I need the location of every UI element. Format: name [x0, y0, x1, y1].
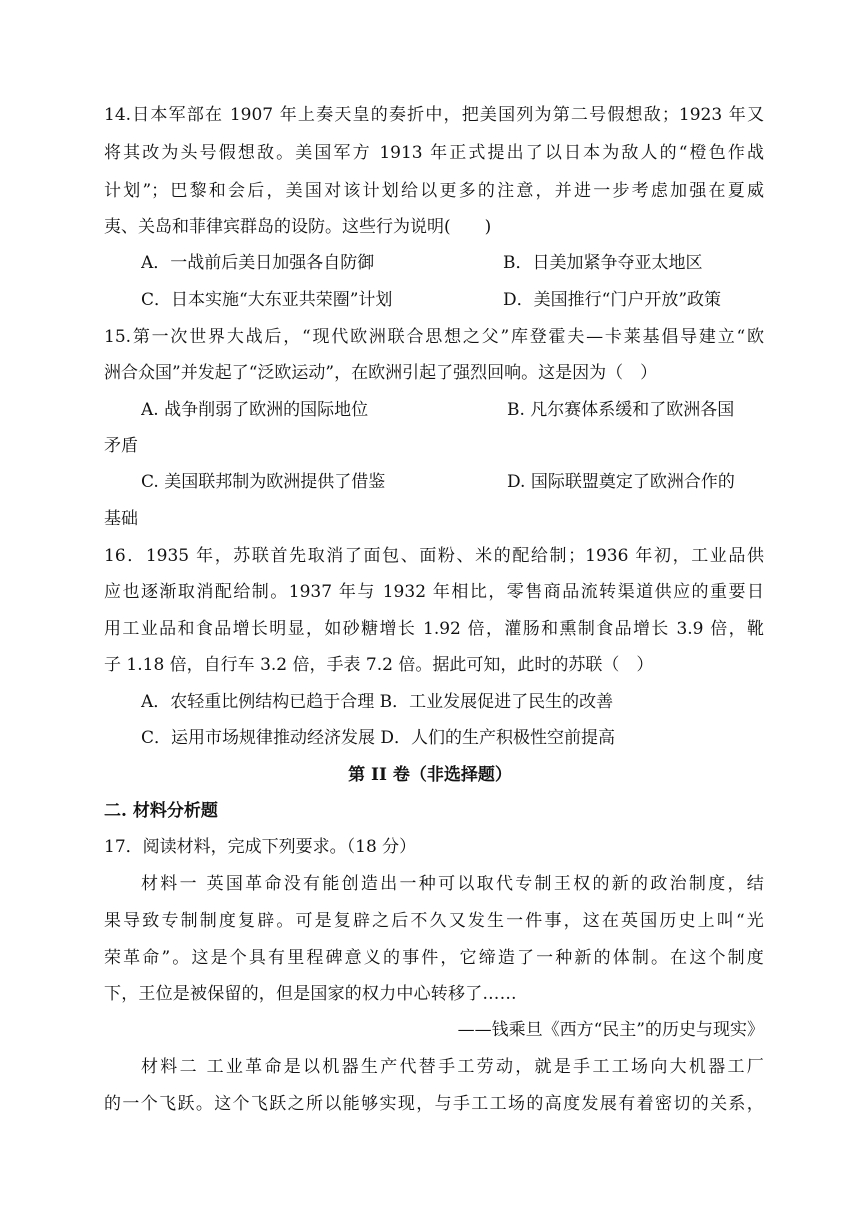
section-title: 第 II 卷（非选择题） [348, 765, 512, 785]
q14-line-4: 夷、关岛和菲律宾群岛的设防。这些行为说明( ) [104, 217, 492, 237]
q17-material1-line-3: 荣革命”。这是个具有里程碑意义的事件，它缔造了一种新的体制。在这个制度 [104, 948, 764, 968]
q15-option-d: D. 国际联盟奠定了欧洲合作的 [507, 472, 735, 492]
q17-stem: 17．阅读材料，完成下列要求。（18 分） [104, 837, 417, 857]
q17-source1: ——钱乘旦《西方“民主”的历史与现实》 [457, 1020, 764, 1040]
q15-line-1: 15.第一次世界大战后，“现代欧洲联合思想之父”库登霍夫—卡莱基倡导建立“欧 [104, 327, 764, 347]
q14-line-2: 将其改为头号假想敌。美国军方 1913 年正式提出了以日本为敌人的“橙色作战 [104, 143, 764, 163]
q16-line-1: 16．1935 年，苏联首先取消了面包、面粉、米的配给制；1936 年初，工业品供 [104, 546, 764, 566]
q15-option-b-cont: 矛盾 [104, 436, 138, 456]
q16-options-cd: C．运用市场规律推动经济发展 D．人们的生产积极性空前提高 [141, 728, 616, 748]
q15-line-2: 洲合众国”并发起了“泛欧运动”，在欧洲引起了强烈回响。这是因为（ ） [104, 363, 658, 383]
q16-line-4: 子 1.18 倍，自行车 3.2 倍，手表 7.2 倍。据此可知，此时的苏联（ ） [104, 655, 654, 675]
q14-option-c: C．日本实施“大东亚共荣圈”计划 [141, 290, 393, 310]
q16-options-ab: A．农轻重比例结构已趋于合理 B．工业发展促进了民生的改善 [141, 692, 614, 712]
section-heading: 二. 材料分析题 [104, 801, 218, 821]
q14-option-b: B．日美加紧争夺亚太地区 [503, 253, 703, 273]
q17-material1-line-2: 果导致专制制度复辟。可是复辟之后不久又发生一件事，这在英国历史上叫“光 [104, 911, 764, 931]
q15-option-c: C. 美国联邦制为欧洲提供了借鉴 [141, 472, 386, 492]
q15-option-a: A. 战争削弱了欧洲的国际地位 [141, 400, 369, 420]
q17-material1-line-4: 下，王位是被保留的，但是国家的权力中心转移了…… [104, 984, 517, 1004]
q15-option-d-cont: 基础 [104, 509, 138, 529]
q17-material2-line-2: 的一个飞跃。这个飞跃之所以能够实现，与手工工场的高度发展有着密切的关系， [104, 1094, 764, 1114]
q17-material2-line-1: 材料二 工业革命是以机器生产代替手工劳动，就是手工工场向大机器工厂 [141, 1057, 764, 1077]
q14-option-a: A．一战前后美日加强各自防御 [141, 253, 375, 273]
q14-option-d: D．美国推行“门户开放”政策 [503, 290, 722, 310]
q16-line-3: 用工业品和食品增长明显，如砂糖增长 1.92 倍，灌肠和熏制食品增长 3.9 倍，靴 [104, 619, 764, 639]
q14-line-1: 14.日本军部在 1907 年上奏天皇的奏折中，把美国列为第二号假想敌；1923 年又 [104, 105, 764, 125]
q16-line-2: 应也逐渐取消配给制。1937 年与 1932 年相比，零售商品流转渠道供应的重要日 [104, 582, 764, 602]
q15-option-b: B. 凡尔赛体系缓和了欧洲各国 [507, 400, 735, 420]
q17-material1-line-1: 材料一 英国革命没有能创造出一种可以取代专制王权的新的政治制度，结 [141, 874, 764, 894]
q14-line-3: 计划”；巴黎和会后，美国对该计划给以更多的注意，并进一步考虑加强在夏威 [104, 181, 764, 201]
